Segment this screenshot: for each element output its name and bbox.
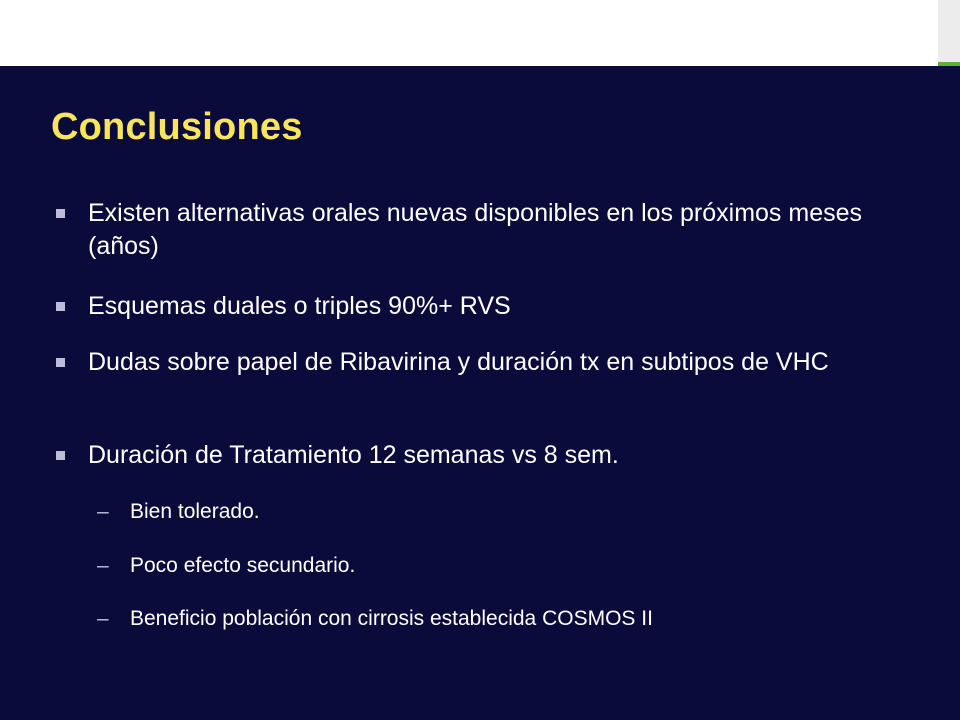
bullet-item [56,439,896,472]
sub-bullet-text: Poco efecto secundario. [130,554,356,577]
sub-bullet-item [97,552,877,580]
square-bullet-icon [56,358,65,367]
dash-icon: – [97,607,109,630]
bullet-item [56,290,896,323]
dash-icon: – [97,500,109,523]
sub-bullet-item [97,605,877,633]
slide-title: Conclusiones [51,106,303,148]
square-bullet-icon [56,451,65,460]
bullet-item [56,197,896,263]
sub-bullet-text: Beneficio población con cirrosis establecida COSMOS II [130,607,653,630]
dash-icon: – [97,554,109,577]
sub-bullet-text: Bien tolerado. [130,500,260,523]
bullet-text: Dudas sobre papel de Ribavirina y duración tx en subtipos de VHC [88,348,829,376]
bullet-text: Existen alternativas orales nuevas disponibles en los próximos meses (años) [88,199,862,260]
bullet-text: Esquemas duales o triples 90%+ RVS [88,292,511,320]
square-bullet-icon [56,302,65,311]
bullet-text: Duración de Tratamiento 12 semanas vs 8 sem. [88,441,619,469]
sub-bullet-item [97,498,877,526]
square-bullet-icon [56,209,65,218]
bullet-item [56,346,896,379]
